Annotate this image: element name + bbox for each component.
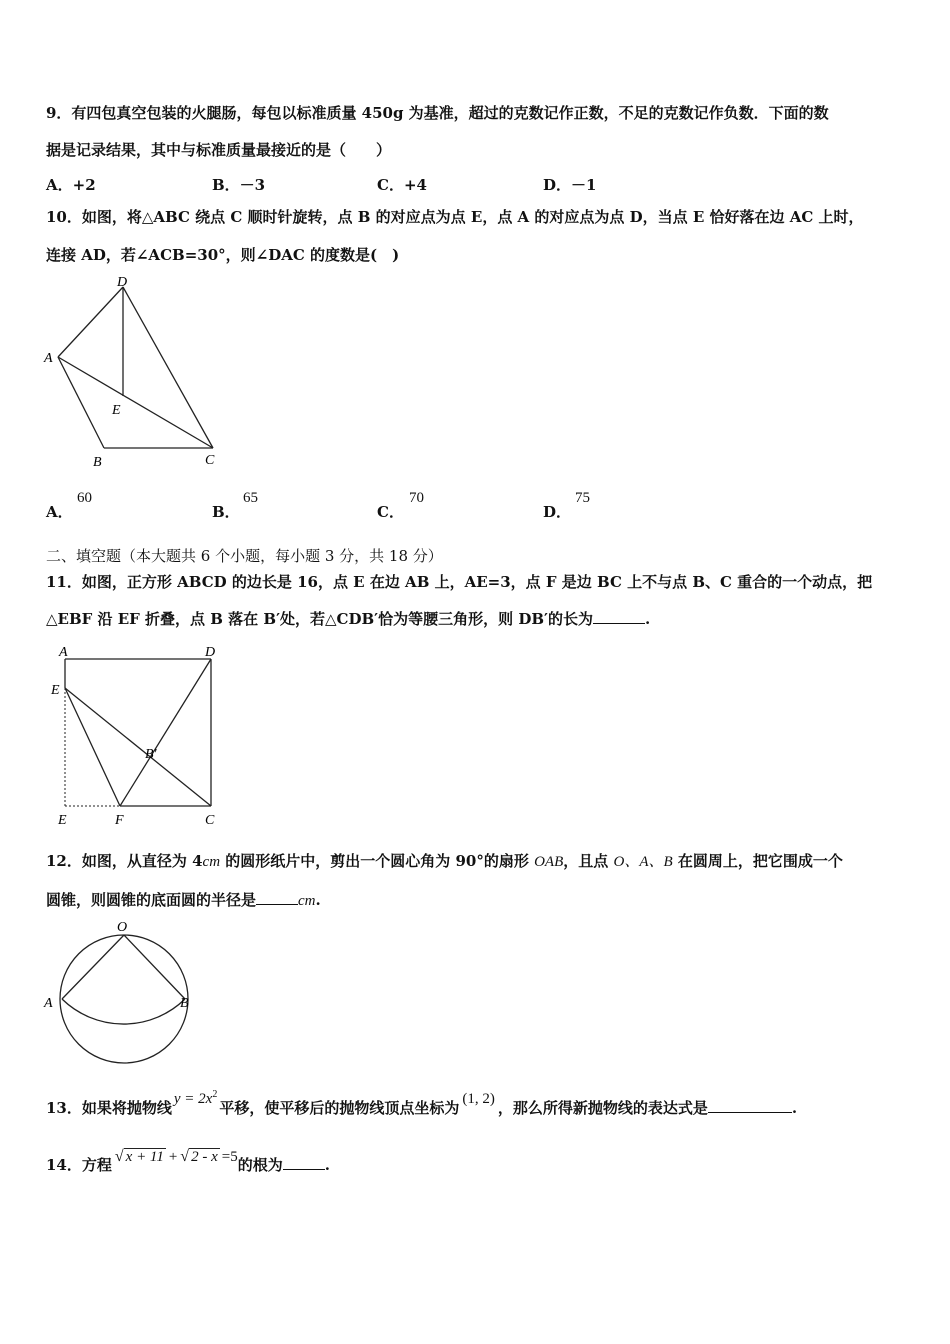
q11-label-c: C	[205, 813, 215, 828]
q12-figure	[40, 915, 210, 1065]
q9-line2: 据是记录结果，其中与标准质量最接近的是（ ）	[46, 141, 392, 159]
q12-sector-arc	[62, 999, 185, 1024]
q10-option-d-letter: D．	[543, 503, 572, 521]
q12-label-o: O	[117, 920, 128, 935]
q10-option-a-letter: A．	[46, 503, 73, 521]
q12-radius-ob	[124, 935, 185, 999]
q12-line2-unit: cm	[298, 893, 316, 909]
q10-option-b-value: 65	[243, 490, 258, 506]
q12-line2-end: .	[315, 891, 321, 909]
q10-option-b-letter: B．	[212, 503, 240, 521]
q12-line1	[46, 852, 843, 871]
q10-option-c-letter: C．	[377, 503, 404, 521]
q9-option-b: B．－3	[212, 176, 266, 194]
q12-line1-b: 的圆形纸片中，剪出一个圆心角为 90°的扇形	[220, 852, 535, 870]
q13-line	[46, 1089, 798, 1118]
q12-answer-blank[interactable]	[256, 890, 298, 905]
q9-line1: 9．有四包真空包装的火腿肠，每包以标准质量 450g 为基准，超过的克数记作正数，不足的克数记作负数．下面的数	[46, 104, 829, 122]
q12-line1-a: 12．如图，从直径为 4	[46, 852, 203, 870]
q13-answer-blank[interactable]	[708, 1098, 792, 1113]
q11-segment-ef	[65, 688, 120, 806]
q10-segment-dc	[123, 287, 213, 448]
q12-line2	[46, 890, 321, 910]
q11-segment-ec	[65, 688, 211, 806]
q11-figure	[45, 640, 235, 835]
q10-segment-ad	[58, 287, 123, 357]
q13-text-c: ，那么所得新抛物线的表达式是	[497, 1099, 708, 1117]
q13-text-end: .	[791, 1099, 798, 1117]
q9-option-d: D．－1	[543, 176, 597, 194]
q10-label-b: B	[93, 455, 102, 470]
q11-answer-blank[interactable]	[593, 609, 645, 624]
q11-label-b-prime: B'	[145, 747, 157, 762]
q11-segment-fd	[120, 659, 211, 806]
q14-equation: √ x + 11 + √ 2 - x =5	[114, 1148, 238, 1165]
q14-radicand-2: 2 - x	[191, 1149, 218, 1165]
q13-text-b: 平移，使平移后的抛物线顶点坐标为	[219, 1099, 460, 1117]
q12-label-a: A	[44, 996, 53, 1011]
q13-vertex-point: (1, 2)	[462, 1091, 495, 1107]
section2-title: 二、填空题（本大题共 6 个小题，每小题 3 分，共 18 分）	[46, 547, 443, 565]
q10-label-a: A	[44, 351, 53, 366]
q14-equals: =5	[221, 1149, 238, 1165]
q13-formula-exponent: 2	[212, 1089, 218, 1100]
q12-line2-a: 圆锥，则圆锥的底面圆的半径是	[46, 891, 257, 909]
q11-label-e: E	[51, 683, 60, 698]
q14-text-end: .	[324, 1156, 330, 1174]
q12-points: O、A、B	[613, 854, 673, 870]
q10-label-d: D	[117, 275, 128, 290]
q14-radicand-1: x + 11	[125, 1149, 164, 1165]
q14-text-b: 的根为	[237, 1156, 283, 1174]
q11-label-f: F	[115, 813, 124, 828]
q11-line1: 11．如图，正方形 ABCD 的边长是 16，点 E 在边 AB 上，AE=3，点 F 是边 BC 上不与点 B、C 重合的一个动点，把	[46, 573, 873, 591]
q12-sector-name: OAB	[534, 854, 564, 870]
q11-label-a: A	[59, 645, 68, 660]
q13-formula	[174, 1086, 217, 1108]
q12-circle	[60, 935, 188, 1063]
q11-line2: △EBF 沿 EF 折叠，点 B 落在 B′处，若△CDB′恰为等腰三角形，则 DB′的长为	[46, 610, 594, 628]
q11-line2-end: .	[645, 610, 651, 628]
q13-formula-base: y = 2x	[173, 1091, 213, 1107]
q14-answer-blank[interactable]	[283, 1155, 325, 1170]
q11-label-d: D	[205, 645, 216, 660]
q13-text-a: 13．如果将抛物线	[46, 1099, 172, 1117]
q10-line2: 连接 AD，若∠ACB=30°，则∠DAC 的度数是( )	[46, 246, 400, 264]
q10-figure	[40, 270, 240, 470]
q12-radius-oa	[62, 935, 124, 999]
q10-label-e: E	[112, 403, 121, 418]
q12-line1-unit: cm	[202, 854, 221, 870]
q14-line	[46, 1148, 330, 1175]
q12-line1-d: 在圆周上，把它围成一个	[672, 852, 843, 870]
q12-label-b: B	[180, 996, 189, 1011]
q10-option-a-value: 60	[77, 490, 92, 506]
q12-line1-c: ，且点	[563, 852, 614, 870]
q11-line2-wrap	[46, 609, 650, 628]
q14-plus: +	[168, 1149, 178, 1165]
q14-text-a: 14．方程	[46, 1156, 112, 1174]
q9-option-c: C．+4	[377, 176, 427, 194]
q10-option-d-value: 75	[575, 490, 590, 506]
q11-label-b: E	[58, 813, 67, 828]
q10-line1: 10．如图，将△ABC 绕点 C 顺时针旋转，点 B 的对应点为点 E，点 A 的对应点为点 D，当点 E 恰好落在边 AC 上时，	[46, 208, 864, 226]
q10-label-c: C	[205, 453, 215, 468]
q10-option-c-value: 70	[409, 490, 424, 506]
q9-option-a: A．+2	[46, 176, 96, 194]
